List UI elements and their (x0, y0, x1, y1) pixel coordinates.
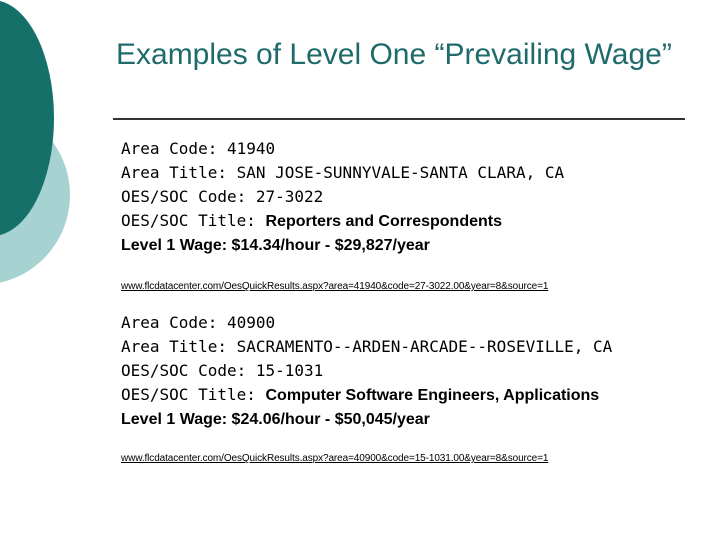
area-title-line: Area Title: SACRAMENTO--ARDEN-ARCADE--ROSEVILLE, CA (121, 337, 613, 356)
soc-title-line (121, 383, 612, 408)
soc-title-value: Reporters and Correspondents (265, 213, 502, 230)
source-link-1[interactable]: www.flcdatacenter.com/OesQuickResults.aspx?area=41940&code=27-3022.00&year=8&source=1 (121, 281, 549, 292)
title-divider (113, 118, 685, 120)
source-link-2[interactable]: www.flcdatacenter.com/OesQuickResults.aspx?area=40900&code=15-1031.00&year=8&source=1 (121, 453, 549, 464)
soc-code-line: OES/SOC Code: 15-1031 (121, 361, 324, 380)
soc-title-label: OES/SOC Title: (121, 211, 266, 230)
wage-line: Level 1 Wage: $24.06/hour - $50,045/year (121, 411, 430, 428)
example-block-2 (121, 311, 612, 432)
soc-title-value: Computer Software Engineers, Applications (265, 387, 600, 404)
wage-line: Level 1 Wage: $14.34/hour - $29,827/year (121, 237, 430, 254)
slide-title: Examples of Level One “Prevailing Wage” (116, 38, 672, 71)
area-code-line: Area Code: 41940 (121, 139, 276, 158)
soc-title-label: OES/SOC Title: (121, 385, 266, 404)
example-block-1 (121, 137, 564, 258)
decorative-circles (0, 0, 120, 330)
soc-title-line (121, 209, 564, 234)
area-title-line: Area Title: SAN JOSE-SUNNYVALE-SANTA CLARA, CA (121, 163, 565, 182)
soc-code-line: OES/SOC Code: 27-3022 (121, 187, 324, 206)
area-code-line: Area Code: 40900 (121, 313, 276, 332)
